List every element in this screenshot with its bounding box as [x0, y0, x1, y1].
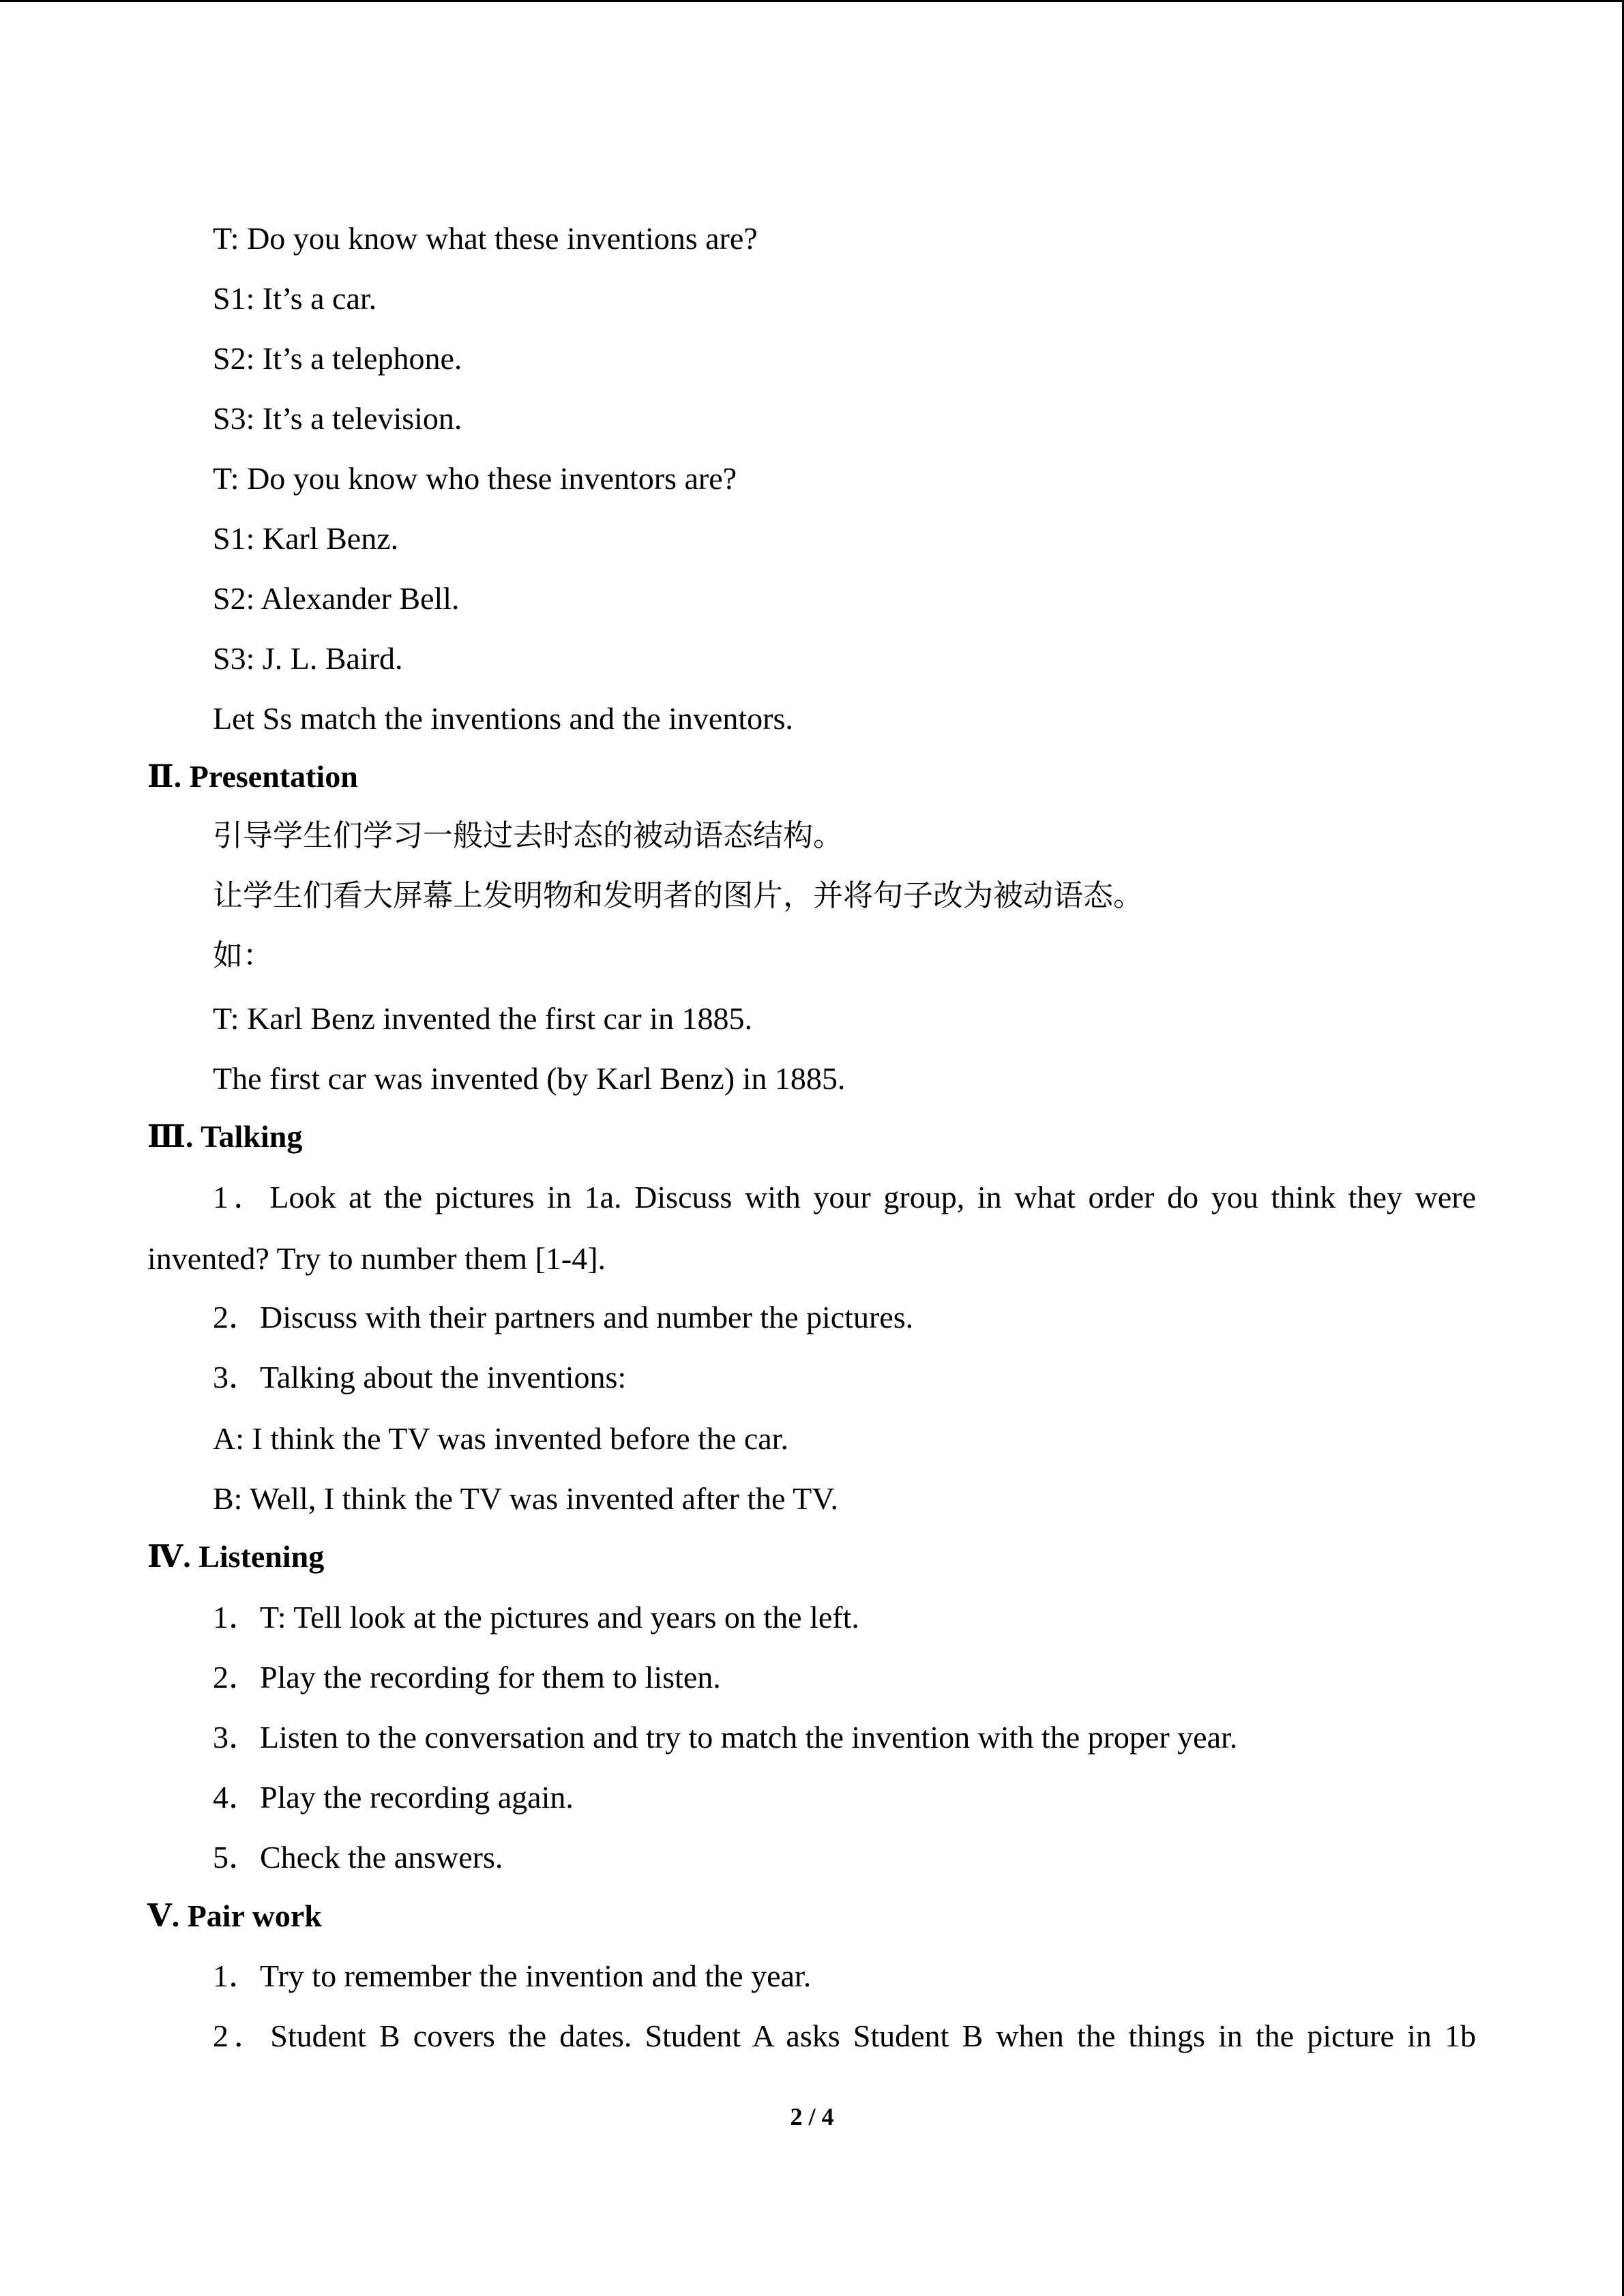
list-item-line: 2．Student B covers the dates. Student A asks Student B when the things in the picture in 1b: [213, 2018, 1476, 2053]
dialogue-line: T: Do you know who these inventors are?: [213, 461, 737, 496]
dialogue-line: S3: J. L. Baird.: [213, 641, 403, 676]
page-number: 2 / 4: [790, 2103, 834, 2130]
list-item: 3．Listen to the conversation and try to match the invention with the proper year.: [213, 1720, 1238, 1755]
section-heading-listening: Ⅳ. Listening: [147, 1539, 325, 1574]
section-heading-talking: Ⅲ. Talking: [147, 1119, 303, 1154]
list-item: 2．Play the recording for them to listen.: [213, 1660, 721, 1695]
instruction-line-cn: 引导学生们学习一般过去时态的被动语态结构。: [213, 818, 843, 853]
dialogue-line: A: I think the TV was invented before the car.: [213, 1421, 788, 1456]
section-heading-presentation: Ⅱ. Presentation: [147, 759, 358, 794]
example-line: T: Karl Benz invented the first car in 1885.: [213, 1001, 752, 1036]
list-item: 1．T: Tell look at the pictures and years on the left.: [213, 1600, 859, 1635]
dialogue-line: S1: It’s a car.: [213, 281, 377, 316]
instruction-line-cn: 让学生们看大屏幕上发明物和发明者的图片，并将句子改为被动语态。: [213, 878, 1143, 913]
instruction-line: Let Ss match the inventions and the inventors.: [213, 701, 793, 736]
list-item: 3．Talking about the inventions:: [213, 1360, 627, 1395]
dialogue-line: S1: Karl Benz.: [213, 521, 399, 556]
list-item: 2．Discuss with their partners and number the pictures.: [213, 1300, 914, 1335]
page-border-top: [0, 0, 1624, 2]
list-item: 5．Check the answers.: [213, 1840, 503, 1875]
dialogue-line: B: Well, I think the TV was invented after the TV.: [213, 1481, 839, 1516]
dialogue-line: S2: Alexander Bell.: [213, 581, 460, 616]
example-line: The first car was invented (by Karl Benz) in 1885.: [213, 1061, 846, 1096]
dialogue-line: S2: It’s a telephone.: [213, 341, 462, 376]
section-heading-pairwork: Ⅴ. Pair work: [147, 1898, 322, 1933]
instruction-line-cn: 如：: [213, 938, 273, 973]
dialogue-line: T: Do you know what these inventions are?: [213, 221, 758, 256]
list-item: 1．Try to remember the invention and the year.: [213, 1958, 812, 1993]
list-item: 4．Play the recording again.: [213, 1780, 574, 1815]
list-item-line: invented? Try to number them [1-4].: [147, 1241, 606, 1276]
list-item-line: 1．Look at the pictures in 1a. Discuss with your group, in what order do you think they were: [213, 1180, 1476, 1214]
dialogue-line: S3: It’s a television.: [213, 401, 462, 436]
